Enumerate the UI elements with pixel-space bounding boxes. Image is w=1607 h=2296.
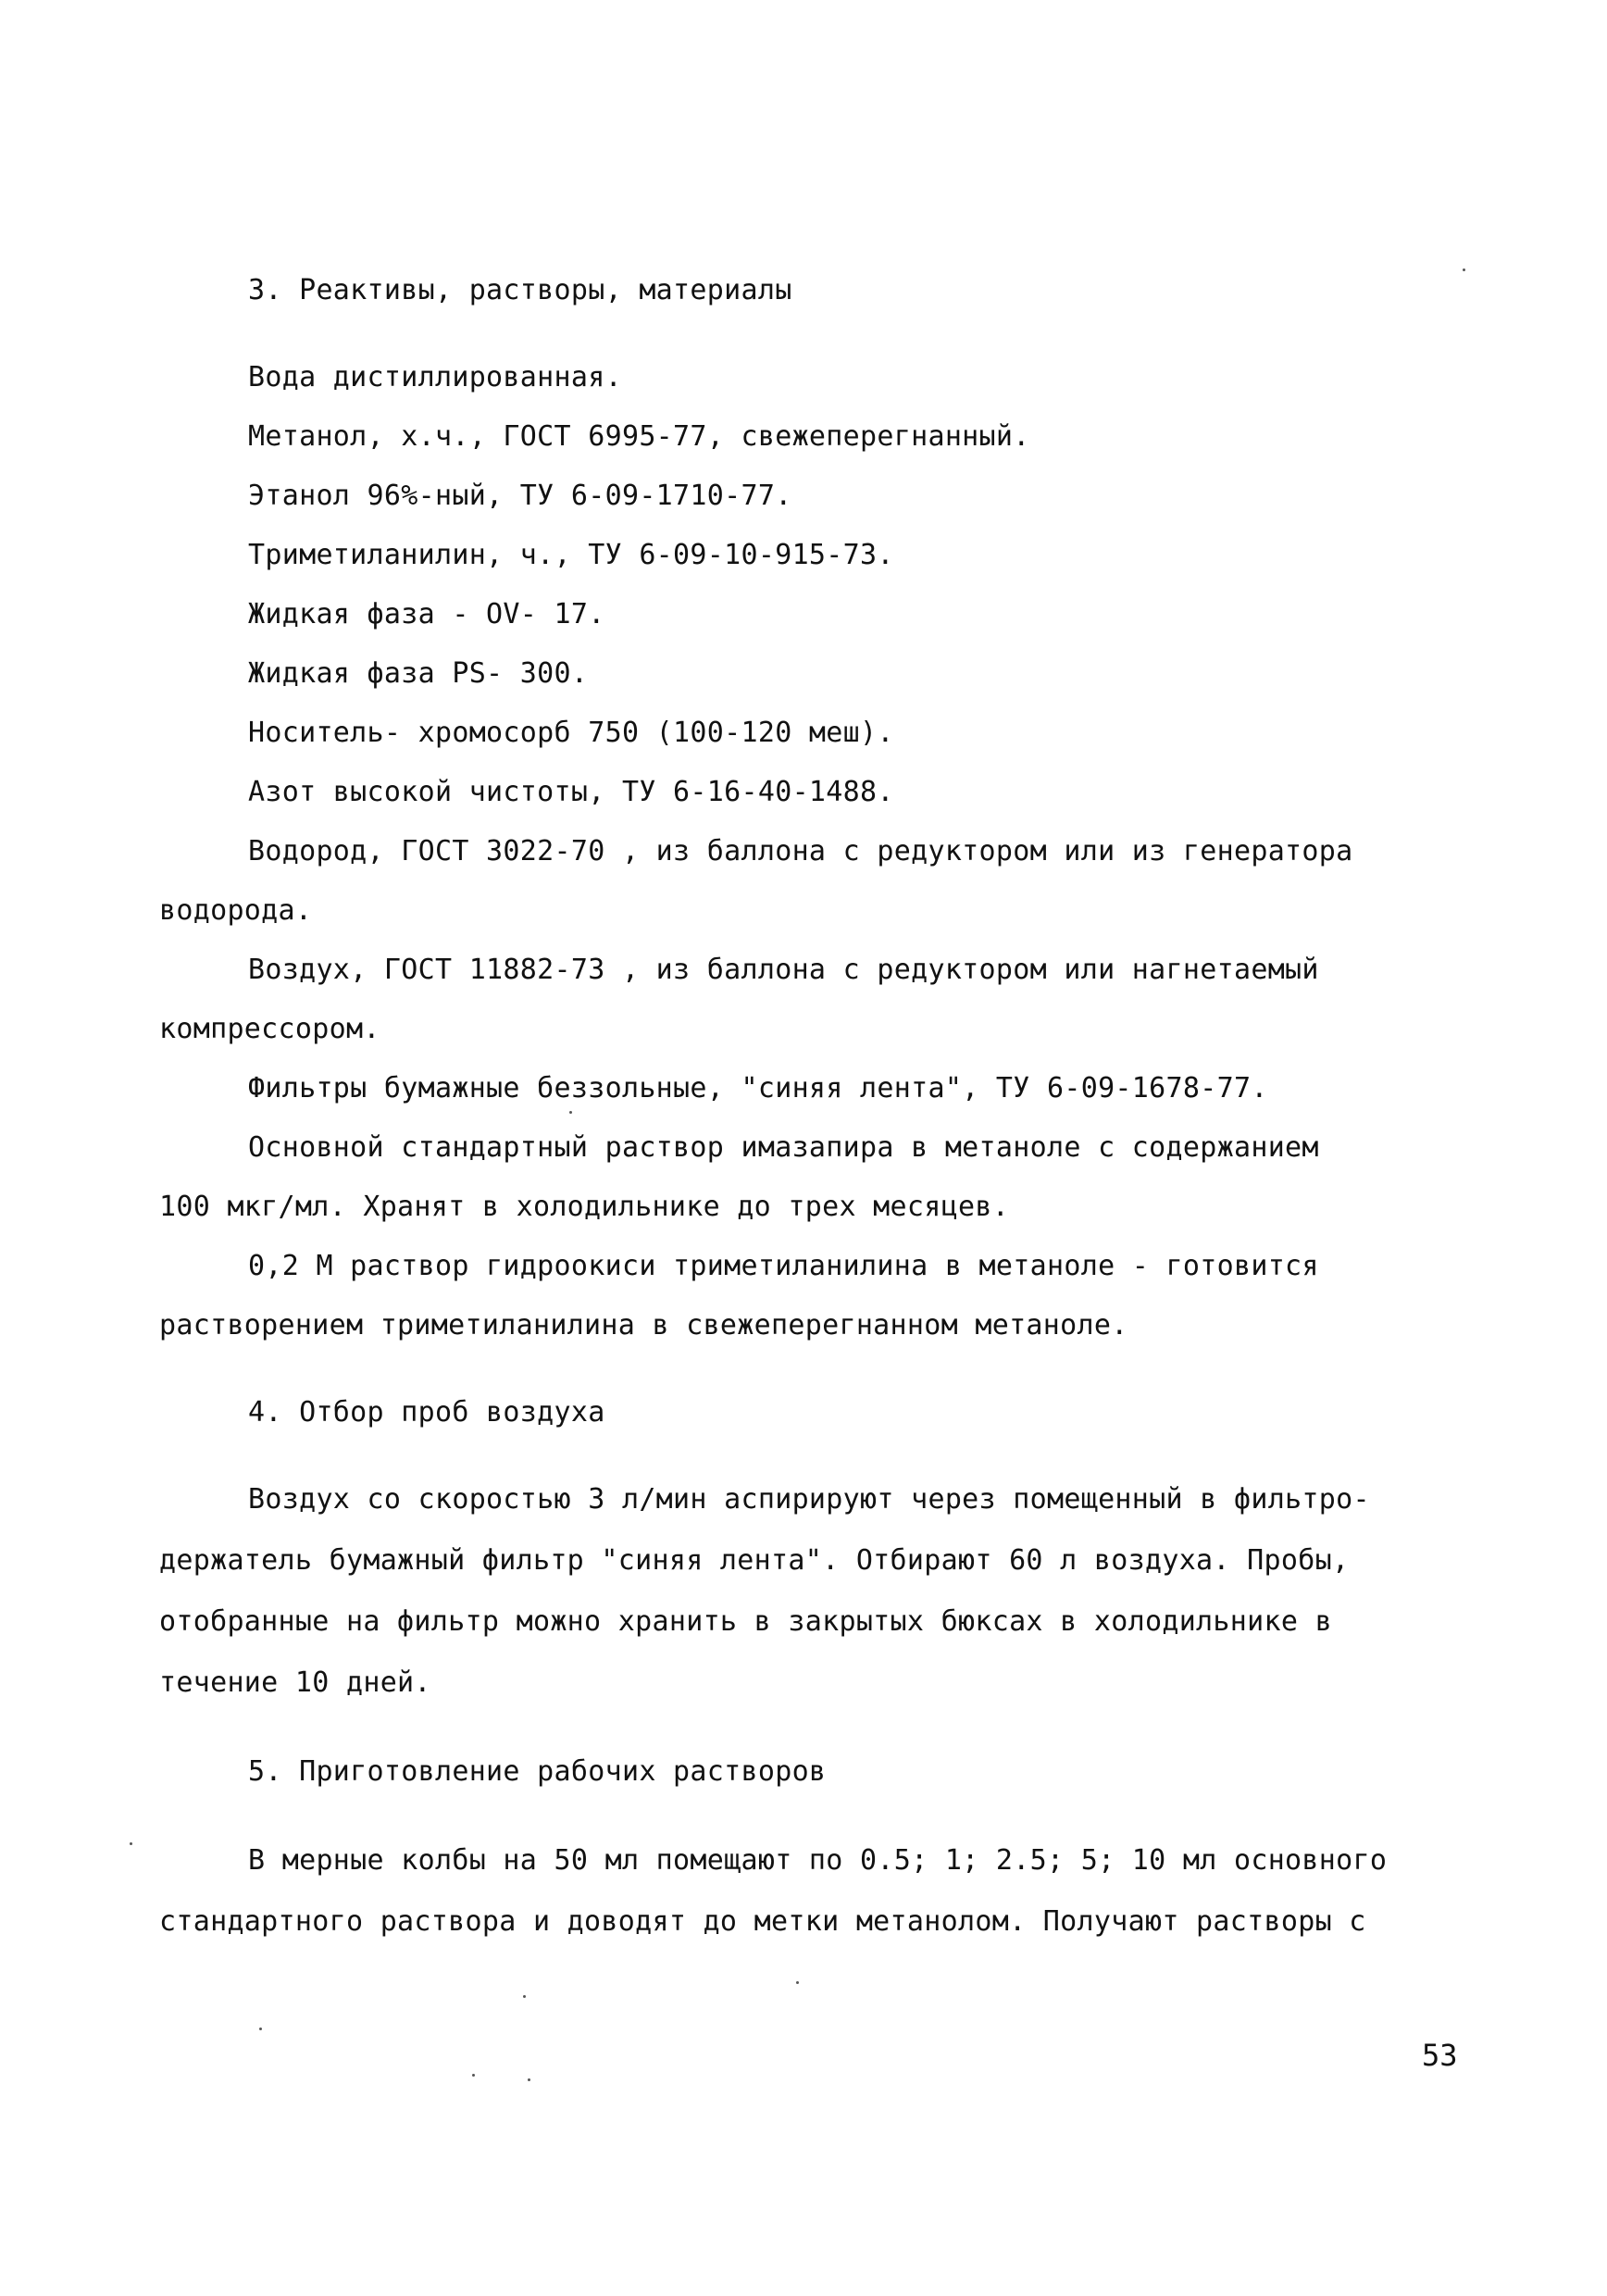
page-number: 53 [1422,2038,1458,2073]
reagent-item: Жидкая фаза - OV- 17. [248,598,605,630]
scan-speck [472,2074,475,2077]
preparation-line-2: стандартного раствора и доводят до метки метанолом. Получают растворы с [159,1905,1366,1938]
section-3-heading: 3. Реактивы, растворы, материалы [248,274,792,306]
scan-speck [130,1842,132,1845]
scan-speck [523,1995,526,1998]
sampling-line-3: отобранные на фильтр можно хранить в закрытых бюксах в холодильнике в [159,1605,1332,1638]
air-line-1: Воздух, ГОСТ 11882-73 , из баллона с редуктором или нагнетаемый [248,954,1319,986]
stock-solution-line-2: 100 мкг/мл. Хранят в холодильнике до трех месяцев. [159,1191,1010,1223]
air-line-2: компрессором. [159,1013,380,1045]
scan-speck [1463,268,1465,271]
reagent-item: Носитель- хромосорб 750 (100-120 меш). [248,717,894,749]
hydrogen-line-1: Водород, ГОСТ 3022-70 , из баллона с редуктором или из генератора [248,835,1353,867]
section-5-heading: 5. Приготовление рабочих растворов [248,1755,827,1788]
reagent-item: Вода дистиллированная. [248,361,622,393]
scan-speck [259,2028,262,2030]
reagent-item: Этанол 96%-ный, ТУ 6-09-1710-77. [248,480,792,512]
tma-solution-line-1: 0,2 М раствор гидроокиси триметиланилина в метаноле - готовится [248,1250,1319,1282]
stock-solution-line-1: Основной стандартный раствор имазапира в метаноле с содержанием [248,1131,1319,1164]
reagent-item: Триметиланилин, ч., ТУ 6-09-10-915-73. [248,539,894,571]
scan-speck [796,1981,799,1984]
reagent-item: Жидкая фаза PS- 300. [248,657,589,690]
section-4-heading: 4. Отбор проб воздуха [248,1396,605,1429]
hydrogen-line-2: водорода. [159,894,313,927]
tma-solution-line-2: растворением триметиланилина в свежеперегнанном метаноле. [159,1309,1128,1341]
reagent-item: Метанол, х.ч., ГОСТ 6995-77, свежеперегнанный. [248,420,1030,453]
scan-speck [569,1111,572,1114]
sampling-line-1: Воздух со скоростью 3 л/мин аспирируют через помещенный в фильтро- [248,1483,1370,1516]
sampling-line-4: течение 10 дней. [159,1666,431,1699]
filters-line: Фильтры бумажные беззольные, "синяя лента", ТУ 6-09-1678-77. [248,1072,1268,1104]
preparation-line-1: В мерные колбы на 50 мл помещают по 0.5; 1; 2.5; 5; 10 мл основного [248,1844,1388,1877]
scan-speck [528,2078,530,2081]
reagent-item: Азот высокой чистоты, ТУ 6-16-40-1488. [248,776,894,808]
sampling-line-2: держатель бумажный фильтр "синяя лента". Отбирают 60 л воздуха. Пробы, [159,1544,1350,1577]
